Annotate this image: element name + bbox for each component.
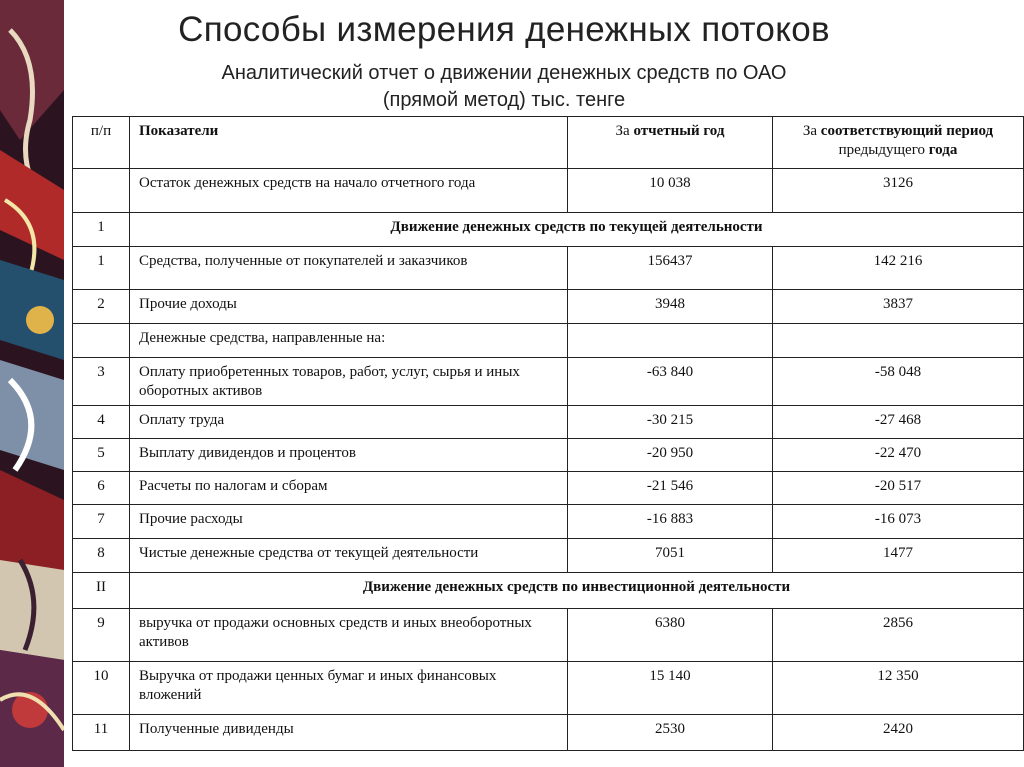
table-row: [73, 406, 1024, 439]
section-num: II: [73, 573, 130, 609]
header-previous-period: За соответствующий период предыдущего года: [773, 117, 1024, 169]
row-label: выручка от продажи основных средств и иных внеоборотных активов: [130, 609, 568, 662]
table-row: [73, 472, 1024, 505]
table-row: [73, 662, 1024, 715]
row-current-value: 15 140: [568, 662, 773, 715]
row-label: Оплату приобретенных товаров, работ, услуг, сырья и иных оборотных активов: [130, 358, 568, 406]
row-previous-value: -27 468: [773, 406, 1024, 439]
section-row: [73, 573, 1024, 609]
section-row: [73, 213, 1024, 247]
row-current-value: 3948: [568, 290, 773, 324]
header-indicator: Показатели: [130, 117, 568, 169]
row-num: 6: [73, 472, 130, 505]
row-num: 1: [73, 247, 130, 290]
row-label: Остаток денежных средств на начало отчетного года: [130, 169, 568, 213]
row-label: Оплату труда: [130, 406, 568, 439]
section-title: Движение денежных средств по текущей деятельности: [130, 213, 1024, 247]
page-subtitle: [64, 60, 944, 114]
row-label: Полученные дивиденды: [130, 715, 568, 751]
row-current-value: -63 840: [568, 358, 773, 406]
row-current-value: 2530: [568, 715, 773, 751]
table-row: [73, 247, 1024, 290]
row-previous-value: [773, 324, 1024, 358]
row-previous-value: -58 048: [773, 358, 1024, 406]
row-current-value: 10 038: [568, 169, 773, 213]
row-label: Выплату дивидендов и процентов: [130, 439, 568, 472]
row-num: 10: [73, 662, 130, 715]
row-num: 7: [73, 505, 130, 539]
table-row: [73, 324, 1024, 358]
row-current-value: -20 950: [568, 439, 773, 472]
table-row: [73, 290, 1024, 324]
subtitle-line-1: Аналитический отчет о движении денежных средств по ОАО: [221, 62, 787, 84]
row-num: 2: [73, 290, 130, 324]
row-current-value: -30 215: [568, 406, 773, 439]
row-num: 5: [73, 439, 130, 472]
header-current-year: За отчетный год: [568, 117, 773, 169]
row-previous-value: -16 073: [773, 505, 1024, 539]
row-previous-value: 3126: [773, 169, 1024, 213]
row-previous-value: 2856: [773, 609, 1024, 662]
row-num: [73, 324, 130, 358]
subtitle-line-2: (прямой метод) тыс. тенге: [382, 89, 626, 111]
table-row: [73, 439, 1024, 472]
row-current-value: 6380: [568, 609, 773, 662]
section-num: 1: [73, 213, 130, 247]
section-title: Движение денежных средств по инвестиционной деятельности: [130, 573, 1024, 609]
row-previous-value: 1477: [773, 539, 1024, 573]
row-previous-value: 2420: [773, 715, 1024, 751]
row-label: Средства, полученные от покупателей и заказчиков: [130, 247, 568, 290]
table-row: [73, 715, 1024, 751]
table-row: [73, 358, 1024, 406]
row-num: 4: [73, 406, 130, 439]
table-row: [73, 505, 1024, 539]
row-num: [73, 169, 130, 213]
row-previous-value: -22 470: [773, 439, 1024, 472]
row-num: 11: [73, 715, 130, 751]
abstract-art-image: [0, 0, 64, 767]
table-header-row: [73, 117, 1024, 169]
row-label: Денежные средства, направленные на:: [130, 324, 568, 358]
row-num: 8: [73, 539, 130, 573]
row-num: 9: [73, 609, 130, 662]
row-label: Выручка от продажи ценных бумаг и иных финансовых вложений: [130, 662, 568, 715]
row-previous-value: 142 216: [773, 247, 1024, 290]
row-label: Прочие расходы: [130, 505, 568, 539]
row-label: Прочие доходы: [130, 290, 568, 324]
row-previous-value: -20 517: [773, 472, 1024, 505]
row-previous-value: 3837: [773, 290, 1024, 324]
page-title: Способы измерения денежных потоков: [178, 10, 830, 49]
row-previous-value: 12 350: [773, 662, 1024, 715]
row-num: 3: [73, 358, 130, 406]
row-current-value: 156437: [568, 247, 773, 290]
table-row: [73, 609, 1024, 662]
header-num: п/п: [73, 117, 130, 169]
row-label: Чистые денежные средства от текущей деятельности: [130, 539, 568, 573]
row-current-value: -16 883: [568, 505, 773, 539]
row-current-value: -21 546: [568, 472, 773, 505]
row-label: Расчеты по налогам и сборам: [130, 472, 568, 505]
cash-flow-table: [72, 116, 1024, 751]
row-current-value: 7051: [568, 539, 773, 573]
table-row: [73, 539, 1024, 573]
decorative-art-strip: [0, 0, 64, 767]
row-current-value: [568, 324, 773, 358]
table-row: [73, 169, 1024, 213]
